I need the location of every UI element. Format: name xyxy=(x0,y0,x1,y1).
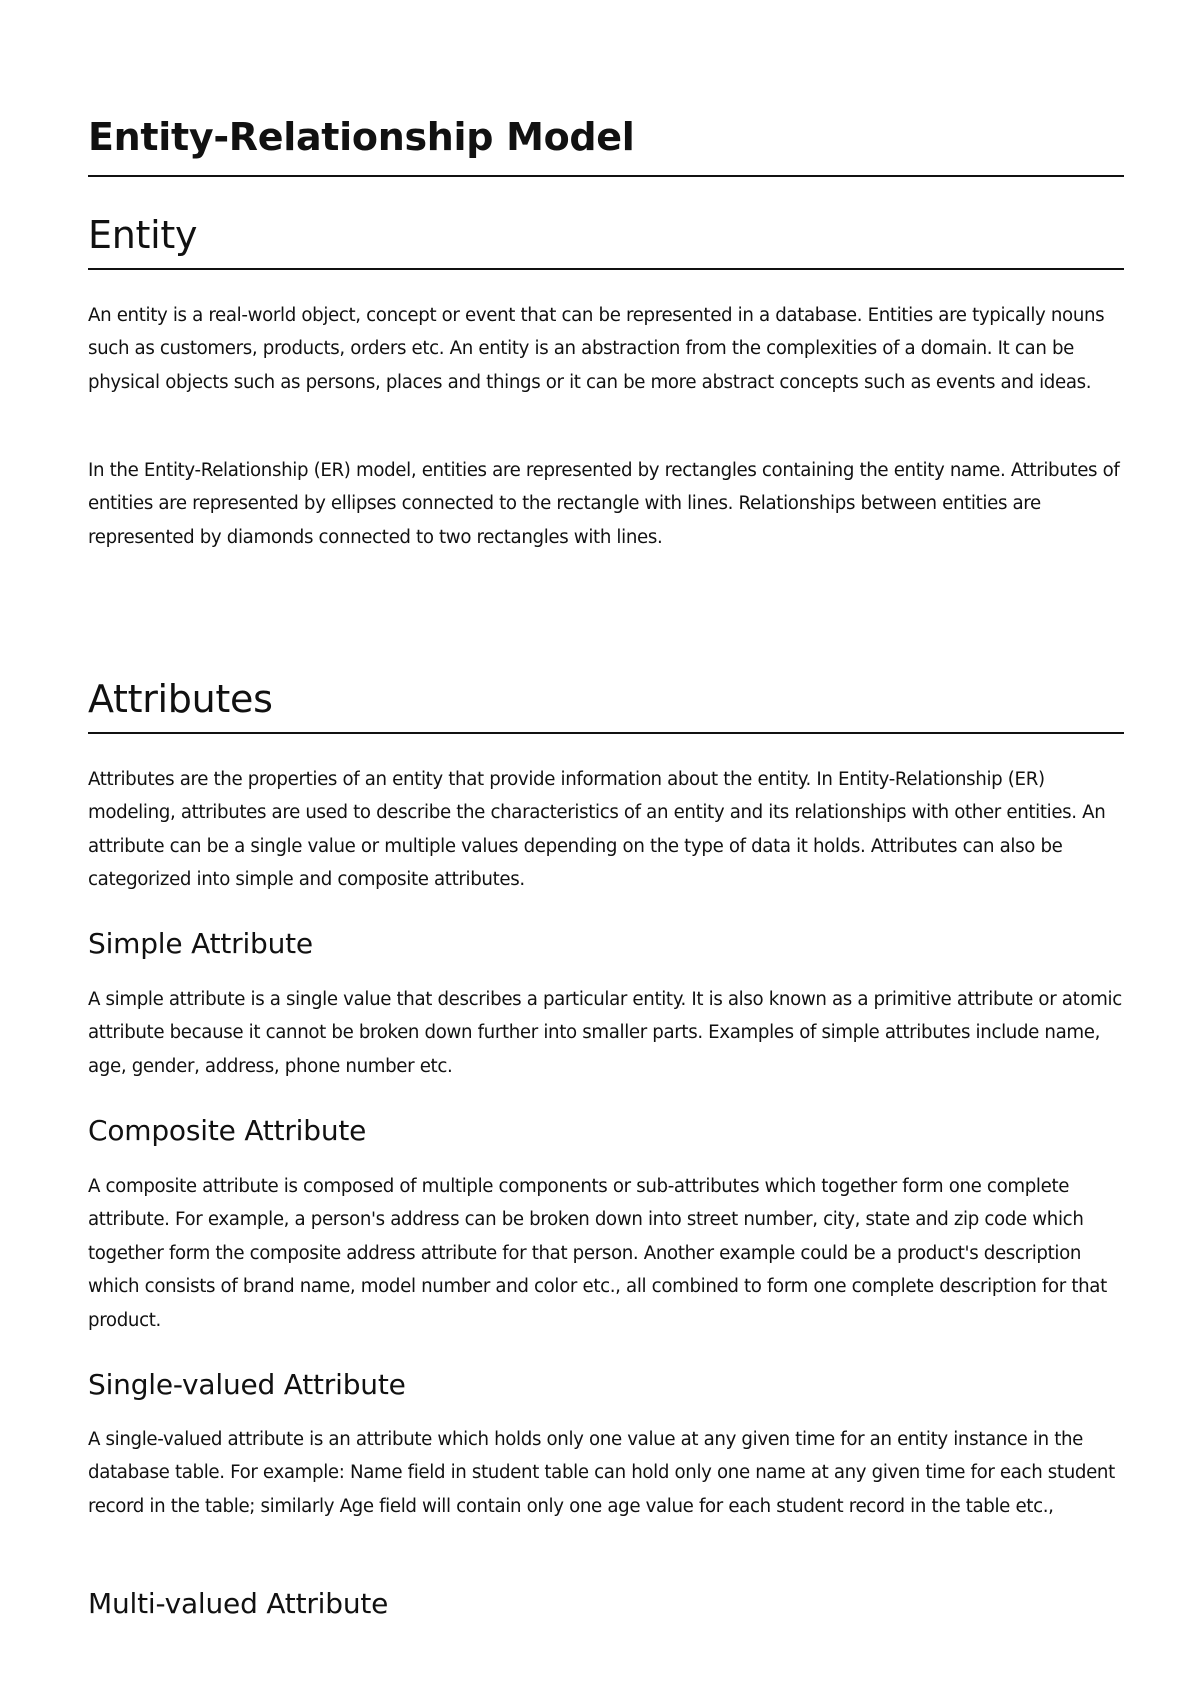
attributes-divider xyxy=(88,732,1124,734)
simple-attribute-heading: Simple Attribute xyxy=(88,927,313,960)
single-valued-attribute-heading: Single-valued Attribute xyxy=(88,1368,406,1401)
composite-attribute-text: A composite attribute is composed of multiple components or sub-attributes which together form one complete attribute. For example, a person's address can be broken down into street number, city, state and zip code which together form the composite address attribute for that person. Another example could be a product's description which consists of brand name, model number and color etc., all combined to form one complete description for that product. xyxy=(88,1176,1107,1331)
multi-valued-attribute-heading: Multi-valued Attribute xyxy=(88,1587,389,1620)
document-title: Entity-Relationship Model xyxy=(88,115,635,159)
entity-divider xyxy=(88,268,1124,270)
entity-paragraph-1: An entity is a real-world object, concept or event that can be represented in a database. Entities are typically nouns such as customers, products, orders etc. An entity is an abstraction from the complexities of a domain. It can be physical objects such as persons, places and things or it can be more abstract concepts such as events and ideas. xyxy=(88,305,1105,393)
entity-paragraph-2: In the Entity-Relationship (ER) model, entities are represented by rectangles containing the entity name. Attributes of entities are represented by ellipses connected to the rectangle with lines. Relationships between entities are represented by diamonds connected to two rectangles with lines. xyxy=(88,460,1120,548)
attributes-heading: Attributes xyxy=(88,677,273,721)
attributes-intro: Attributes are the properties of an entity that provide information about the entity. In Entity-Relationship (ER) modeling, attributes are used to describe the characteristics of an entity and its relationships with other entities. An attribute can be a single value or multiple values depending on the type of data it holds. Attributes can also be categorized into simple and composite attributes. xyxy=(88,769,1106,891)
single-valued-attribute-text: A single-valued attribute is an attribute which holds only one value at any given time for an entity instance in the database table. For example: Name field in student table can hold only one name at any given time for each student record in the table; similarly Age field will contain only one age value for each student record in the table etc., xyxy=(88,1429,1115,1517)
simple-attribute-text: A simple attribute is a single value that describes a particular entity. It is also known as a primitive attribute or atomic attribute because it cannot be broken down further into smaller parts. Examples of simple attributes include name, age, gender, address, phone number etc. xyxy=(88,989,1122,1077)
entity-heading: Entity xyxy=(88,213,198,257)
composite-attribute-heading: Composite Attribute xyxy=(88,1114,367,1147)
title-divider xyxy=(88,175,1124,177)
